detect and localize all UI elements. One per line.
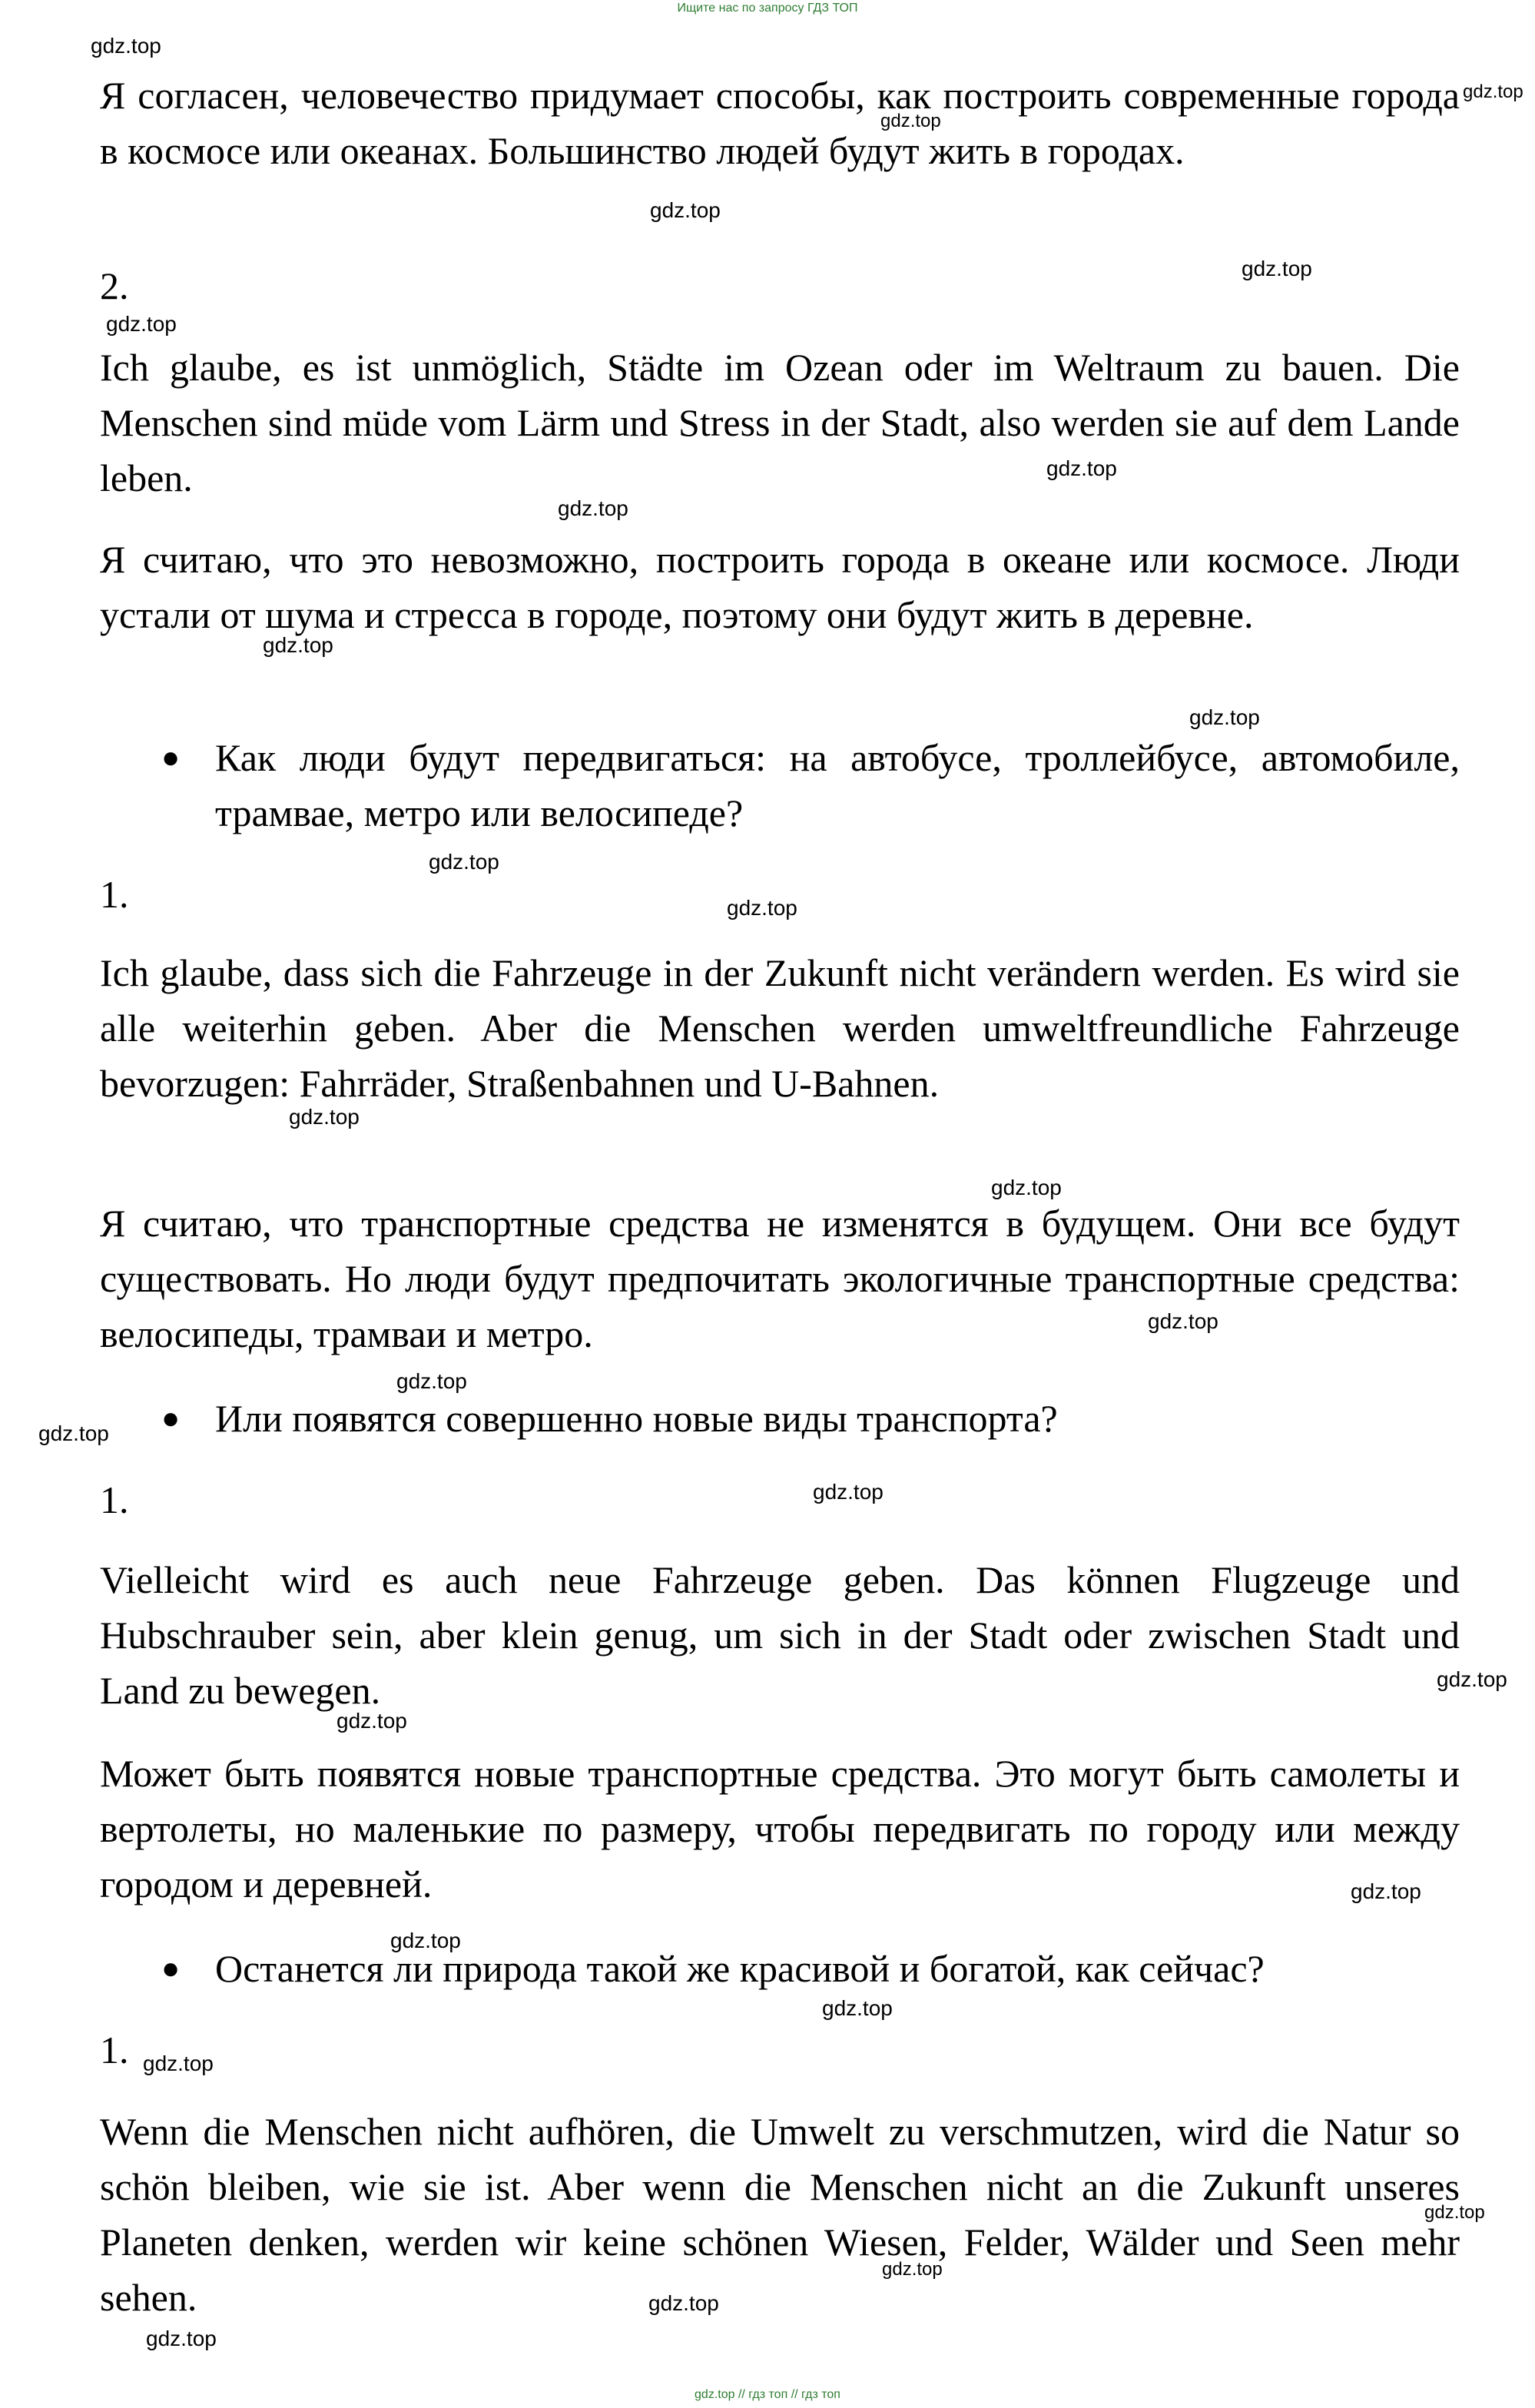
item-number-2: 2. bbox=[100, 264, 129, 307]
watermark: gdz.top bbox=[1424, 2202, 1485, 2223]
bullet-question-transport bbox=[161, 730, 1460, 841]
paragraph-ru-1: Я согласен, человечество придумает способы, как построить современные города в космосе или океанах. Большинство людей будут жить в городах. bbox=[100, 74, 1460, 172]
paragraph-de-2: Ich glaube, es ist unmöglich, Städte im Ozean oder im Weltraum zu bauen. Die Menschen sind müde vom Lärm und Stress in der Stadt, also werden sie auf dem Lande leben. bbox=[100, 346, 1460, 499]
question-nature-text: Останется ли природа такой же красивой и богатой, как сейчас? bbox=[215, 1947, 1265, 1990]
watermark: gdz.top bbox=[822, 1996, 893, 2020]
watermark: gdz.top bbox=[263, 633, 333, 657]
paragraph-de-5: Wenn die Menschen nicht aufhören, die Umwelt zu verschmutzen, wird die Natur so schön bleiben, wie sie ist. Aber wenn die Menschen nicht an die Zukunft unseres Planeten denken, werden wir keine schönen Wiesen, Felder, Wälder und Seen mehr sehen. bbox=[100, 2110, 1460, 2319]
watermark: gdz.top bbox=[396, 1369, 467, 1393]
watermark: gdz.top bbox=[1046, 456, 1117, 480]
watermark: gdz.top bbox=[880, 111, 941, 131]
paragraph-ru-2: Я считаю, что это невозможно, построить города в океане или космосе. Люди устали от шума и стресса в городе, поэтому они будут жить в деревне. bbox=[100, 538, 1460, 636]
watermark: gdz.top bbox=[146, 2327, 217, 2350]
watermark: gdz.top bbox=[648, 2291, 719, 2315]
watermark: gdz.top bbox=[1351, 1879, 1421, 1903]
watermark: gdz.top bbox=[991, 1176, 1062, 1199]
bullet-dot-icon: ● bbox=[161, 740, 181, 774]
watermark: gdz.top bbox=[1148, 1309, 1218, 1333]
watermark: gdz.top bbox=[337, 1709, 407, 1733]
watermark: gdz.top bbox=[429, 850, 499, 874]
paragraph-de-4: Vielleicht wird es auch neue Fahrzeuge geben. Das können Flugzeuge und Hubschrauber sein, aber klein genug, um sich in der Stadt oder zwischen Stadt und Land zu bewegen. bbox=[100, 1558, 1460, 1712]
paragraph-ru-3: Я считаю, что транспортные средства не изменятся в будущем. Они все будут существовать. Но люди будут предпочитать экологичные транспортные средства: велосипеды, трамваи и метро. bbox=[100, 1202, 1460, 1355]
watermark: gdz.top bbox=[1463, 81, 1523, 102]
watermark: gdz.top bbox=[106, 312, 177, 336]
watermark: gdz.top bbox=[289, 1105, 360, 1129]
bottom-watermark-banner: gdz.top // гдз топ // гдз топ bbox=[695, 2388, 840, 2401]
watermark: gdz.top bbox=[143, 2051, 214, 2075]
watermark: gdz.top bbox=[1242, 257, 1312, 280]
bullet-question-nature bbox=[161, 1941, 1460, 1996]
watermark: gdz.top bbox=[882, 2259, 943, 2280]
bullet-dot-icon: ● bbox=[161, 1951, 181, 1985]
question-transport-text: Как люди будут передвигаться: на автобусе, троллейбусе, автомобиле, трамвае, метро или велосипеде? bbox=[215, 736, 1460, 834]
paragraph-de-3: Ich glaube, dass sich die Fahrzeuge in der Zukunft nicht verändern werden. Es wird sie alle weiterhin geben. Aber die Menschen werden umweltfreundliche Fahrzeuge bevorzugen: Fahrräder, Straßenbahnen und U-Bahnen. bbox=[100, 951, 1460, 1105]
item-number-1-new: 1. bbox=[100, 1478, 129, 1521]
watermark: gdz.top bbox=[727, 896, 797, 920]
watermark: gdz.top bbox=[390, 1929, 461, 1952]
item-number-1-transport: 1. bbox=[100, 873, 129, 916]
top-watermark-banner: Ищите нас по запросу ГДЗ ТОП bbox=[677, 2, 858, 15]
watermark: gdz.top bbox=[558, 496, 628, 520]
watermark: gdz.top bbox=[1189, 705, 1260, 729]
watermark: gdz.top bbox=[91, 34, 161, 58]
paragraph-ru-4: Может быть появятся новые транспортные средства. Это могут быть самолеты и вертолеты, но маленькие по размеру, чтобы передвигать по городу или между городом и деревней. bbox=[100, 1752, 1460, 1906]
question-new-transport-text: Или появятся совершенно новые виды транспорта? bbox=[215, 1397, 1058, 1440]
watermark: gdz.top bbox=[813, 1480, 884, 1504]
bullet-question-new-transport bbox=[161, 1391, 1460, 1446]
watermark: gdz.top bbox=[1437, 1667, 1507, 1691]
watermark: gdz.top bbox=[38, 1421, 109, 1445]
watermark: gdz.top bbox=[650, 198, 721, 222]
item-number-1-nature: 1. bbox=[100, 2028, 129, 2071]
bullet-dot-icon: ● bbox=[161, 1401, 181, 1435]
